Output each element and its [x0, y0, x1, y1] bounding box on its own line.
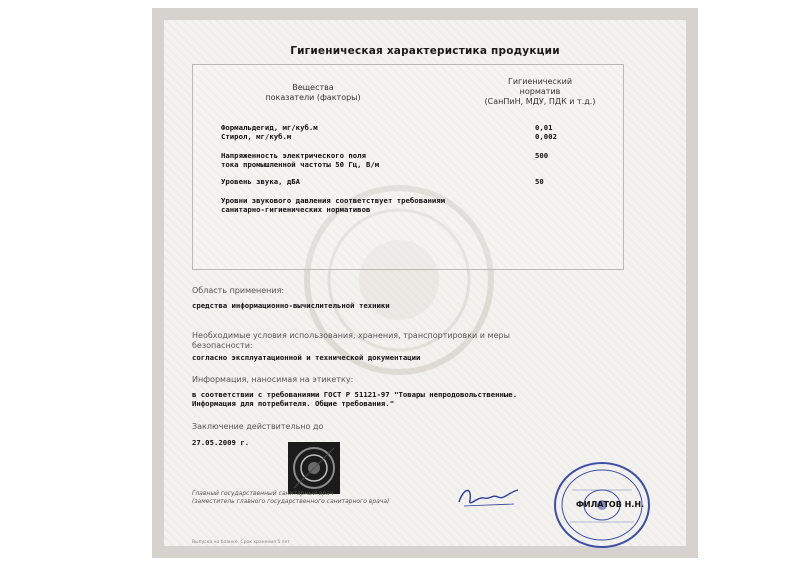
validity-date: 27.05.2009 г.	[192, 438, 250, 447]
table-row-value: 50	[535, 177, 544, 186]
table-row-name: Формальдегид, мг/куб.м	[221, 123, 318, 132]
application-value: средства информационно-вычислительной техники	[192, 301, 390, 310]
footer-note: Выпуска на бланке. Срок хранения 5 лет	[192, 540, 290, 545]
application-label: Область применения:	[192, 286, 285, 295]
label-info-value: в соответствии с требованиями ГОСТ Р 51121-97 "Товары непродовольственные. Информация для потребителя. Общие требования."	[192, 390, 518, 408]
conditions-value: согласно эксплуатационной и технической документации	[192, 353, 421, 362]
table-row-name: Стирол, мг/куб.м	[221, 132, 292, 141]
table-row-value: 0,01	[535, 123, 553, 132]
column-header-substances: Вещества показатели (факторы)	[265, 83, 361, 102]
table-row-value: 500	[535, 151, 549, 160]
hologram-seal-icon	[286, 440, 342, 496]
table-row-name: Уровень звука, дБА	[221, 177, 301, 186]
table-row-name: Напряженность электрического поля тока промышленной частоты 50 Гц, В/м	[221, 151, 380, 169]
document-title: Гигиеническая характеристика продукции	[290, 45, 560, 57]
column-header-norm: Гигиенический норматив (СанПиН, МДУ, ПДК и т.д.)	[484, 77, 596, 106]
certificate-frame	[152, 8, 698, 558]
certificate-page	[164, 20, 686, 546]
signatory-name: ФИЛАТОВ Н.Н.	[576, 500, 645, 509]
signature-icon	[454, 482, 524, 512]
table-row-value: 0,002	[535, 132, 557, 141]
hygiene-table	[192, 64, 624, 270]
label-info-label: Информация, наносимая на этикетку:	[192, 375, 354, 384]
table-row-name: Уровни звукового давления соответствует требованиям санитарно-гигиенических нормативов	[221, 196, 446, 214]
conditions-label: Необходимые условия использования, хранения, транспортировки и меры безопасности:	[192, 331, 510, 350]
signatory-caption: Главный государственный санитарный врач (заместитель главного государственного санитарного врача)	[192, 490, 390, 505]
validity-label: Заключение действительно до	[192, 422, 324, 431]
